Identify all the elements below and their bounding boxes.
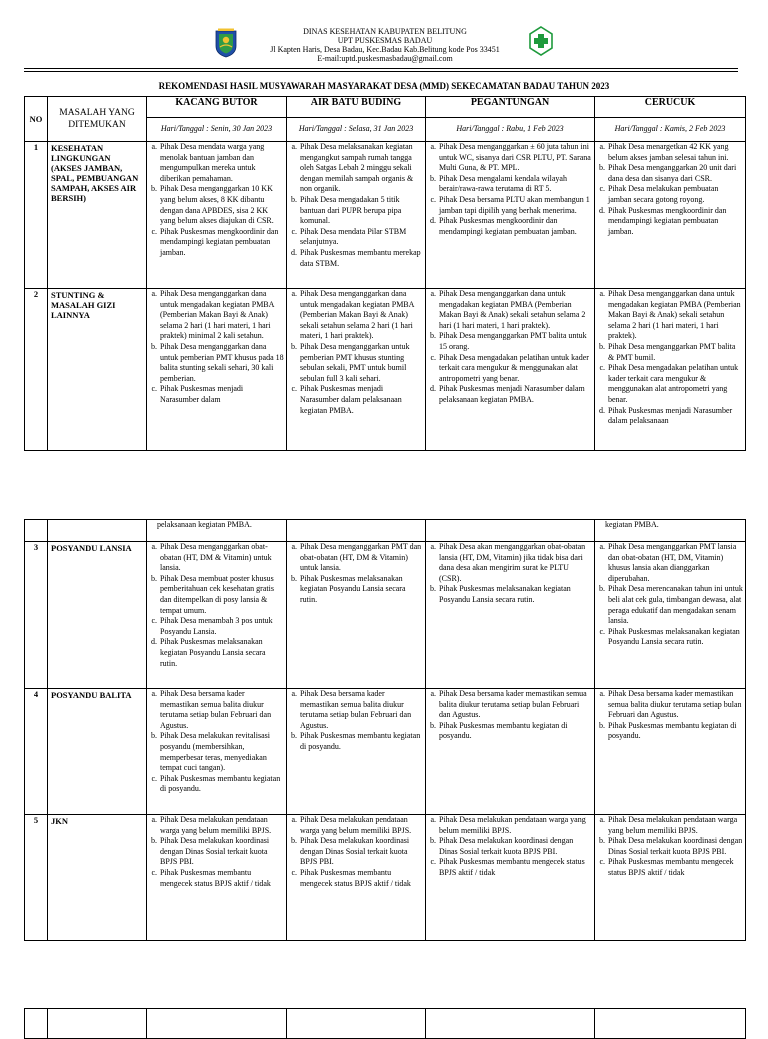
list-item: b. Pihak Desa melakukan revitalisasi posyandu (membersihkan, memperbesar teras, menyediakan tempat cuci tangan). (159, 731, 284, 773)
table-row (25, 815, 746, 941)
table-row (25, 289, 746, 451)
list-item: a. Pihak Desa bersama kader memastikan semua balita diukur terutama setiap bulan Februari dan Agustus. (438, 689, 592, 721)
recommendation-cell (595, 289, 746, 451)
recommendation-cell (287, 689, 426, 815)
row-masalah: POSYANDU BALITA (48, 689, 147, 815)
list-item: b. Pihak Desa merencanakan tahun ini untuk beli alat cek gula, timbangan dewasa, alat peraga edukatif dan mengadakan senam lansia. (607, 584, 743, 626)
recommendation-cell (287, 542, 426, 689)
recommendation-table-part2 (24, 519, 746, 941)
recommendation-cell (147, 142, 287, 289)
row-number: 3 (25, 542, 48, 689)
recommendation-cell (426, 689, 595, 815)
list-item: a. Pihak Desa menganggarkan PMT dan obat-obatan (HT, DM & Vitamin) untuk lansia. (299, 542, 423, 574)
village-cerucuk: CERUCUK (595, 97, 746, 118)
list-item: c. Pihak Puskesmas membantu mengecek status BPJS aktif / tidak (438, 857, 592, 878)
list-item: c. Pihak Puskesmas membantu kegiatan di posyandu. (159, 774, 284, 795)
list-item: a. Pihak Desa akan menganggarkan obat-obatan lansia (HT, DM, Vitamin) jika tidak bisa dari dana desa akan mengirim surat ke PLTU (CSR). (438, 542, 592, 584)
list-item: a. Pihak Desa melakukan pendataan warga yang belum memiliki BPJS. (607, 815, 743, 836)
list-item: a. Pihak Desa menganggarkan dana untuk mengadakan kegiatan PMBA (Pemberian Makan Bayi & Anak) selama 2 hari (1 hari materi, 1 hari praktek) minimal 2 kali setahun. (159, 289, 284, 342)
village-pegantungan: PEGANTUNGAN (426, 97, 595, 118)
list-item: b. Pihak Desa menganggarkan untuk pemberian PMT khusus stunting sebulan sekali, PMT untuk bumil sebulan full 3 kali sehari. (299, 342, 423, 384)
list-item: c. Pihak Desa mengadakan pelatihan untuk kader terkait cara mengukur & menggunakan alat antropometri yang benar. (607, 363, 743, 405)
row-number: 1 (25, 142, 48, 289)
list-item: a. Pihak Desa menganggarkan ± 60 juta tahun ini untuk WC, sisanya dari CSR PLTU, PT. Sarana Multi Guna, & PT. MPL. (438, 142, 592, 174)
list-item: b. Pihak Puskesmas membantu kegiatan di posyandu. (607, 721, 743, 742)
recommendation-cell (595, 142, 746, 289)
recommendation-cell (426, 142, 595, 289)
recommendation-cell (147, 689, 287, 815)
village-kacang-butor: KACANG BUTOR (147, 97, 287, 118)
list-item: b. Pihak Desa mengalami kendala wilayah berair/rawa-rawa terutama di RT 5. (438, 174, 592, 195)
letterhead-rule-thick (24, 68, 738, 69)
list-item: a. Pihak Desa melakukan pendataan warga yang belum memiliki BPJS. (438, 815, 592, 836)
list-item: b. Pihak Puskesmas membantu kegiatan di posyandu. (299, 731, 423, 752)
continuation-cell (595, 520, 746, 542)
puskesmas-logo-icon (528, 26, 554, 56)
list-item: b. Pihak Desa membuat poster khusus pemberitahuan cek kesehatan gratis dan ditempelkan di posy lansia & tempat umum. (159, 574, 284, 616)
col-no-header: NO (25, 97, 48, 142)
email: E-mail:uptd.puskesmasbadau@gmail.com (317, 54, 453, 63)
list-item: c. Pihak Puskesmas membantu mengecek status BPJS aktif / tidak (159, 868, 284, 889)
recommendation-cell (147, 542, 287, 689)
table-row (25, 142, 746, 289)
list-item: a. Pihak Desa menganggarkan PMT lansia dan obat-obatan (HT, DM, Vitamin) khusus lansia akan dianggarkan diperubahan. (607, 542, 743, 584)
village-header-row (25, 97, 746, 118)
list-item: a. Pihak Desa melakukan pendataan warga yang belum memiliki BPJS. (159, 815, 284, 836)
continuation-cell (147, 520, 287, 542)
letterhead-rule-thin (24, 71, 738, 72)
date-kacang-butor: Hari/Tanggal : Senin, 30 Jan 2023 (147, 118, 287, 142)
list-item: a. Pihak Desa menganggarkan obat-obatan (HT, DM & Vitamin) untuk lansia. (159, 542, 284, 574)
letterhead (0, 24, 768, 68)
row-masalah: JKN (48, 815, 147, 941)
list-item: d. Pihak Puskesmas melaksanakan kegiatan Posyandu Lansia secara rutin. (159, 637, 284, 669)
agency-name: DINAS KESEHATAN KABUPATEN BELITUNG (303, 27, 467, 36)
list-item: b. Pihak Desa menganggarkan PMT balita untuk 15 orang. (438, 331, 592, 352)
table-row (25, 542, 746, 689)
list-item: b. Pihak Desa melakukan koordinasi dengan Dinas Sosial terkait kuota BPJS PBI. (438, 836, 592, 857)
list-item: a. Pihak Desa melakukan pendataan warga yang belum memiliki BPJS. (299, 815, 423, 836)
col-masalah-header: MASALAH YANG DITEMUKAN (48, 97, 147, 142)
row-number: 4 (25, 689, 48, 815)
row-number: 5 (25, 815, 48, 941)
village-air-batu-buding: AIR BATU BUDING (287, 97, 426, 118)
list-item: a. Pihak Desa bersama kader memastikan semua balita diukur terutama setiap bulan Februari dan Agustus. (299, 689, 423, 731)
recommendation-cell (287, 815, 426, 941)
list-item: c. Pihak Desa melakukan pembuatan jamban secara gotong royong. (607, 184, 743, 205)
list-item: b. Pihak Desa menganggarkan PMT balita & PMT bumil. (607, 342, 743, 363)
list-item: a. Pihak Desa bersama kader memastikan semua balita diukur terutama setiap bulan Februari dan Agustus. (159, 689, 284, 731)
date-air-batu-buding: Hari/Tanggal : Selasa, 31 Jan 2023 (287, 118, 426, 142)
list-item: a. Pihak Desa bersama kader memastikan semua balita diukur terutama setiap bulan Februari dan Agustus. (607, 689, 743, 721)
list-item: c. Pihak Puskesmas membantu mengecek status BPJS aktif / tidak (299, 868, 423, 889)
recommendation-cell (426, 815, 595, 941)
letterhead-text (240, 27, 530, 63)
row-masalah: KESEHATAN LINGKUNGAN (AKSES JAMBAN, SPAL, PEMBUANGAN SAMPAH, AKSES AIR BERSIH) (48, 142, 147, 289)
address: Jl Kapten Haris, Desa Badau, Kec.Badau Kab.Belitung kode Pos 33451 (270, 45, 500, 54)
regency-crest-icon (214, 28, 238, 58)
continuation-no (25, 520, 48, 542)
recommendation-cell (595, 815, 746, 941)
list-item: b. Pihak Desa melakukan koordinasi dengan Dinas Sosial terkait kuota BPJS PBI. (299, 836, 423, 868)
list-item: a. Pihak Desa melaksanakan kegiatan mengangkut sampah rumah tangga oleh Satgas Lebah 2 minggu sekali dengan memilah sampah organis & non organik. (299, 142, 423, 195)
list-item: a. Pihak Desa menganggarkan dana untuk mengadakan kegiatan PMBA (Pemberian Makan Bayi & Anak) sekali setahun selama 2 hari (1 hari materi, 1 hari praktek). (299, 289, 423, 342)
continuation-cell (287, 520, 426, 542)
list-item: d. Pihak Puskesmas menjadi Narasumber dalam pelaksanaan kegiatan PMBA. (438, 384, 592, 405)
row-masalah: STUNTING & MASALAH GIZI LAINNYA (48, 289, 147, 451)
list-item: b. Pihak Desa mengadakan 5 titik bantuan dari PUPR berupa pipa komunal. (299, 195, 423, 227)
continuation-text: kegiatan PMBA. (605, 520, 659, 529)
list-item: b. Pihak Desa menganggarkan dana untuk pemberian PMT khusus pada 18 balita stunting sekali sehari, 30 kali pemberian. (159, 342, 284, 384)
list-item: c. Pihak Desa mendata Pilar STBM selanjutnya. (299, 227, 423, 248)
list-item: b. Pihak Desa menganggarkan 10 KK yang belum akses, 8 KK dibantu dengan dana APBDES, sisa 2 KK yang belum akses diajukan di CSR. (159, 184, 284, 226)
list-item: b. Pihak Desa melakukan koordinasi dengan Dinas Sosial terkait kuota BPJS PBI. (159, 836, 284, 868)
list-item: b. Pihak Puskesmas membantu kegiatan di posyandu. (438, 721, 592, 742)
list-item: a. Pihak Desa menganggarkan dana untuk mengadakan kegiatan PMBA (Pemberian Makan Bayi & Anak) sekali setahun selama 2 hari (1 hari materi, 1 hari praktek). (438, 289, 592, 331)
unit-name: UPT PUSKESMAS BADAU (337, 36, 433, 45)
document-title: REKOMENDASI HASIL MUSYAWARAH MASYARAKAT DESA (MMD) SEKECAMATAN BADAU TAHUN 2023 (158, 81, 610, 91)
list-item: a. Pihak Desa mendata warga yang menolak bantuan jamban dan mengumpulkan mereka untuk diberikan pemahaman. (159, 142, 284, 184)
recommendation-cell (287, 289, 426, 451)
list-item: c. Pihak Puskesmas melaksanakan kegiatan Posyandu Lansia secara rutin. (607, 627, 743, 648)
list-item: c. Pihak Puskesmas mengkoordinir dan mendampingi kegiatan pembuatan jamban. (159, 227, 284, 259)
recommendation-cell (595, 542, 746, 689)
list-item: a. Pihak Desa menargetkan 42 KK yang belum akses jamban selesai tahun ini. (607, 142, 743, 163)
row-number: 2 (25, 289, 48, 451)
list-item: b. Pihak Puskesmas melaksanakan kegiatan Posyandu Lansia secara rutin. (299, 574, 423, 606)
list-item: c. Pihak Puskesmas membantu mengecek status BPJS aktif / tidak (607, 857, 743, 878)
recommendation-cell (595, 689, 746, 815)
date-pegantungan: Hari/Tanggal : Rabu, 1 Feb 2023 (426, 118, 595, 142)
list-item: c. Pihak Puskesmas menjadi Narasumber dalam pelaksanaan kegiatan PMBA. (299, 384, 423, 416)
list-item: d. Pihak Puskesmas mengkoordinir dan mendampingi kegiatan pembuatan jamban. (438, 216, 592, 237)
recommendation-cell (147, 815, 287, 941)
list-item: c. Pihak Desa bersama PLTU akan membangun 1 jamban tapi dipilih yang berhak menerima. (438, 195, 592, 216)
recommendation-table-part1 (24, 96, 746, 451)
continuation-cell (426, 520, 595, 542)
recommendation-cell (147, 289, 287, 451)
list-item: a. Pihak Desa menganggarkan dana untuk mengadakan kegiatan PMBA (Pemberian Makan Bayi & Anak) sekali setahun selama 2 hari (1 hari materi, 1 hari praktek). (607, 289, 743, 342)
list-item: d. Pihak Puskesmas mengkoordinir dan mendampingi kegiatan pembuatan jamban. (607, 206, 743, 238)
table-row (25, 689, 746, 815)
list-item: d. Pihak Puskesmas membantu merekap data STBM. (299, 248, 423, 269)
continuation-text: pelaksanaan kegiatan PMBA. (157, 520, 252, 529)
list-item: c. Pihak Desa mengadakan pelatihan untuk kader terkait cara mengukur & menggunakan alat antropometri yang benar. (438, 353, 592, 385)
recommendation-cell (426, 289, 595, 451)
date-cerucuk: Hari/Tanggal : Kamis, 2 Feb 2023 (595, 118, 746, 142)
list-item: c. Pihak Puskesmas menjadi Narasumber dalam (159, 384, 284, 405)
continuation-row (25, 520, 746, 542)
continuation-masalah (48, 520, 147, 542)
list-item: b. Pihak Puskesmas melaksanakan kegiatan Posyandu Lansia secara rutin. (438, 584, 592, 605)
list-item: d. Pihak Puskesmas menjadi Narasumber dalam pelaksanaan (607, 406, 743, 427)
recommendation-cell (287, 142, 426, 289)
list-item: c. Pihak Desa menambah 3 pos untuk Posyandu Lansia. (159, 616, 284, 637)
recommendation-cell (426, 542, 595, 689)
list-item: b. Pihak Desa melakukan koordinasi dengan Dinas Sosial terkait kuota BPJS PBI. (607, 836, 743, 857)
row-masalah: POSYANDU LANSIA (48, 542, 147, 689)
list-item: b. Pihak Desa menganggarkan 20 unit dari dana desa dan sisanya dari CSR. (607, 163, 743, 184)
